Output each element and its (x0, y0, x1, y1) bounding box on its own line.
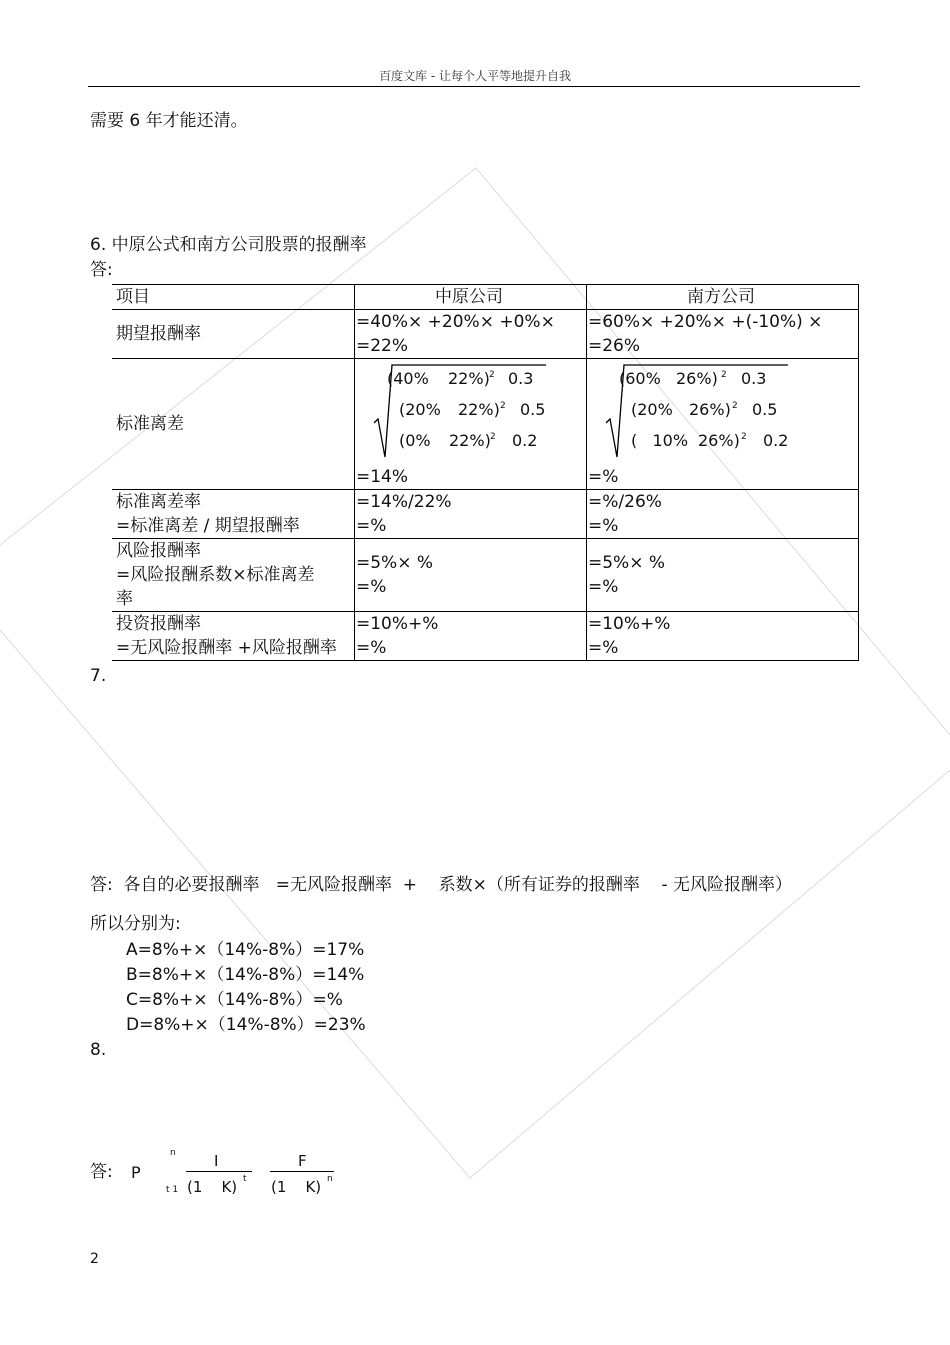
cell-line: =22% (356, 336, 409, 356)
cell-line: =% (588, 577, 619, 597)
q8-answer-label: 答: (90, 1162, 113, 1182)
cell-line: =% (356, 638, 387, 658)
sqrt-term: (60% (619, 369, 661, 388)
cell-line: =60%× +20%× +(-10%) × (588, 312, 823, 332)
row-label: 标准离差 (116, 414, 184, 434)
cell-line: =% (356, 577, 387, 597)
q7-answer: 答: 各自的必要报酬率 =无风险报酬率 + 系数×（所有证券的报酬率 - 无风险报酬率） (90, 875, 793, 895)
row-label: =无风险报酬率 +风险报酬率 (116, 638, 337, 658)
sqrt-weight: 0.5 (520, 400, 546, 419)
sqrt-term: 22%) (449, 431, 491, 450)
header-item: 项目 (112, 285, 355, 310)
row-label: 率 (116, 589, 133, 609)
cell-line: =% (356, 516, 387, 536)
q6-answer-label: 答: (90, 260, 113, 280)
cell-line: =% (588, 467, 619, 487)
cell-line: =10%+% (588, 614, 671, 634)
q7-line-a: A=8%+×（14%-8%）=17% (126, 940, 365, 960)
row-label: =标准离差 / 期望报酬率 (116, 516, 300, 536)
cell-line: =10%+% (356, 614, 439, 634)
cell-line: =%/26% (588, 492, 662, 512)
return-table (112, 284, 859, 661)
sqrt-expression-nanfang (588, 359, 854, 465)
formula-numerator-1: I (214, 1152, 219, 1170)
table-row (112, 310, 859, 359)
sqrt-exponent: 2 (490, 432, 496, 442)
header-nanfang: 南方公司 (587, 285, 859, 310)
row-label: 风险报酬率 (116, 541, 201, 561)
formula-numerator-2: F (298, 1152, 307, 1170)
formula-denominator-1: (1 K) (187, 1178, 238, 1196)
q7-line-b: B=8%+×（14%-8%）=14% (126, 965, 365, 985)
formula-P: P (131, 1163, 141, 1182)
cell-line: =5%× % (356, 553, 434, 573)
formula-exponent-1: t (243, 1174, 247, 1184)
formula-exponent-2: n (327, 1174, 333, 1184)
table-row (112, 359, 859, 490)
sqrt-weight: 0.5 (752, 400, 778, 419)
table-row (112, 490, 859, 539)
row-label: 期望报酬率 (116, 324, 201, 344)
q7-line-d: D=8%+×（14%-8%）=23% (126, 1015, 366, 1035)
sqrt-expression-zhongyuan (356, 359, 582, 465)
page-header: 百度文库 - 让每个人平等地提升自我 (379, 69, 571, 83)
sqrt-term: 26%) (698, 431, 740, 450)
page-number: 2 (90, 1251, 99, 1267)
fraction-bar (186, 1171, 252, 1172)
header-divider (88, 86, 860, 87)
row-label: =风险报酬系数×标准离差 (116, 565, 315, 585)
q8-number: 8. (90, 1040, 107, 1060)
sqrt-exponent: 2 (489, 370, 495, 380)
sqrt-term: (40% (387, 369, 429, 388)
cell-line: =5%× % (588, 553, 666, 573)
row-label: 标准离差率 (116, 492, 201, 512)
sqrt-exponent: 2 (732, 401, 738, 411)
sqrt-term: 26%) (676, 369, 718, 388)
q7-line-c: C=8%+×（14%-8%）=% (126, 990, 343, 1010)
sqrt-term: 22%) (448, 369, 490, 388)
sqrt-term: 26%) (689, 400, 731, 419)
sqrt-weight: 0.2 (512, 431, 538, 450)
header-zhongyuan: 中原公司 (355, 285, 587, 310)
table-header-row (112, 285, 859, 310)
sqrt-term: (0% (399, 431, 431, 450)
sqrt-exponent: 2 (500, 401, 506, 411)
formula-denominator-2: (1 K) (271, 1178, 322, 1196)
sqrt-weight: 0.3 (741, 369, 767, 388)
fraction-bar (270, 1171, 334, 1172)
sqrt-term: (20% (631, 400, 673, 419)
formula-sum-top: n (170, 1148, 176, 1158)
cell-line: =% (588, 516, 619, 536)
table-row (112, 612, 859, 661)
sqrt-term: (20% (399, 400, 441, 419)
sqrt-weight: 0.3 (508, 369, 534, 388)
sqrt-term: ( 10% (631, 431, 689, 450)
row-label: 投资报酬率 (116, 614, 201, 634)
sqrt-exponent: 2 (721, 370, 727, 380)
q7-number: 7. (90, 666, 107, 686)
sqrt-exponent: 2 (741, 432, 747, 442)
table-row (112, 539, 859, 612)
intro-line: 需要 6 年才能还清。 (90, 111, 248, 131)
cell-line: =14%/22% (356, 492, 452, 512)
q7-so: 所以分别为: (90, 914, 181, 934)
cell-line: =40%× +20%× +0%× (356, 312, 555, 332)
formula-sum-bottom: t 1 (166, 1185, 179, 1195)
sqrt-weight: 0.2 (763, 431, 789, 450)
q6-title: 6. 中原公式和南方公司股票的报酬率 (90, 235, 367, 255)
cell-line: =% (588, 638, 619, 658)
sqrt-term: 22%) (458, 400, 500, 419)
cell-line: =14% (356, 467, 409, 487)
cell-line: =26% (588, 336, 641, 356)
